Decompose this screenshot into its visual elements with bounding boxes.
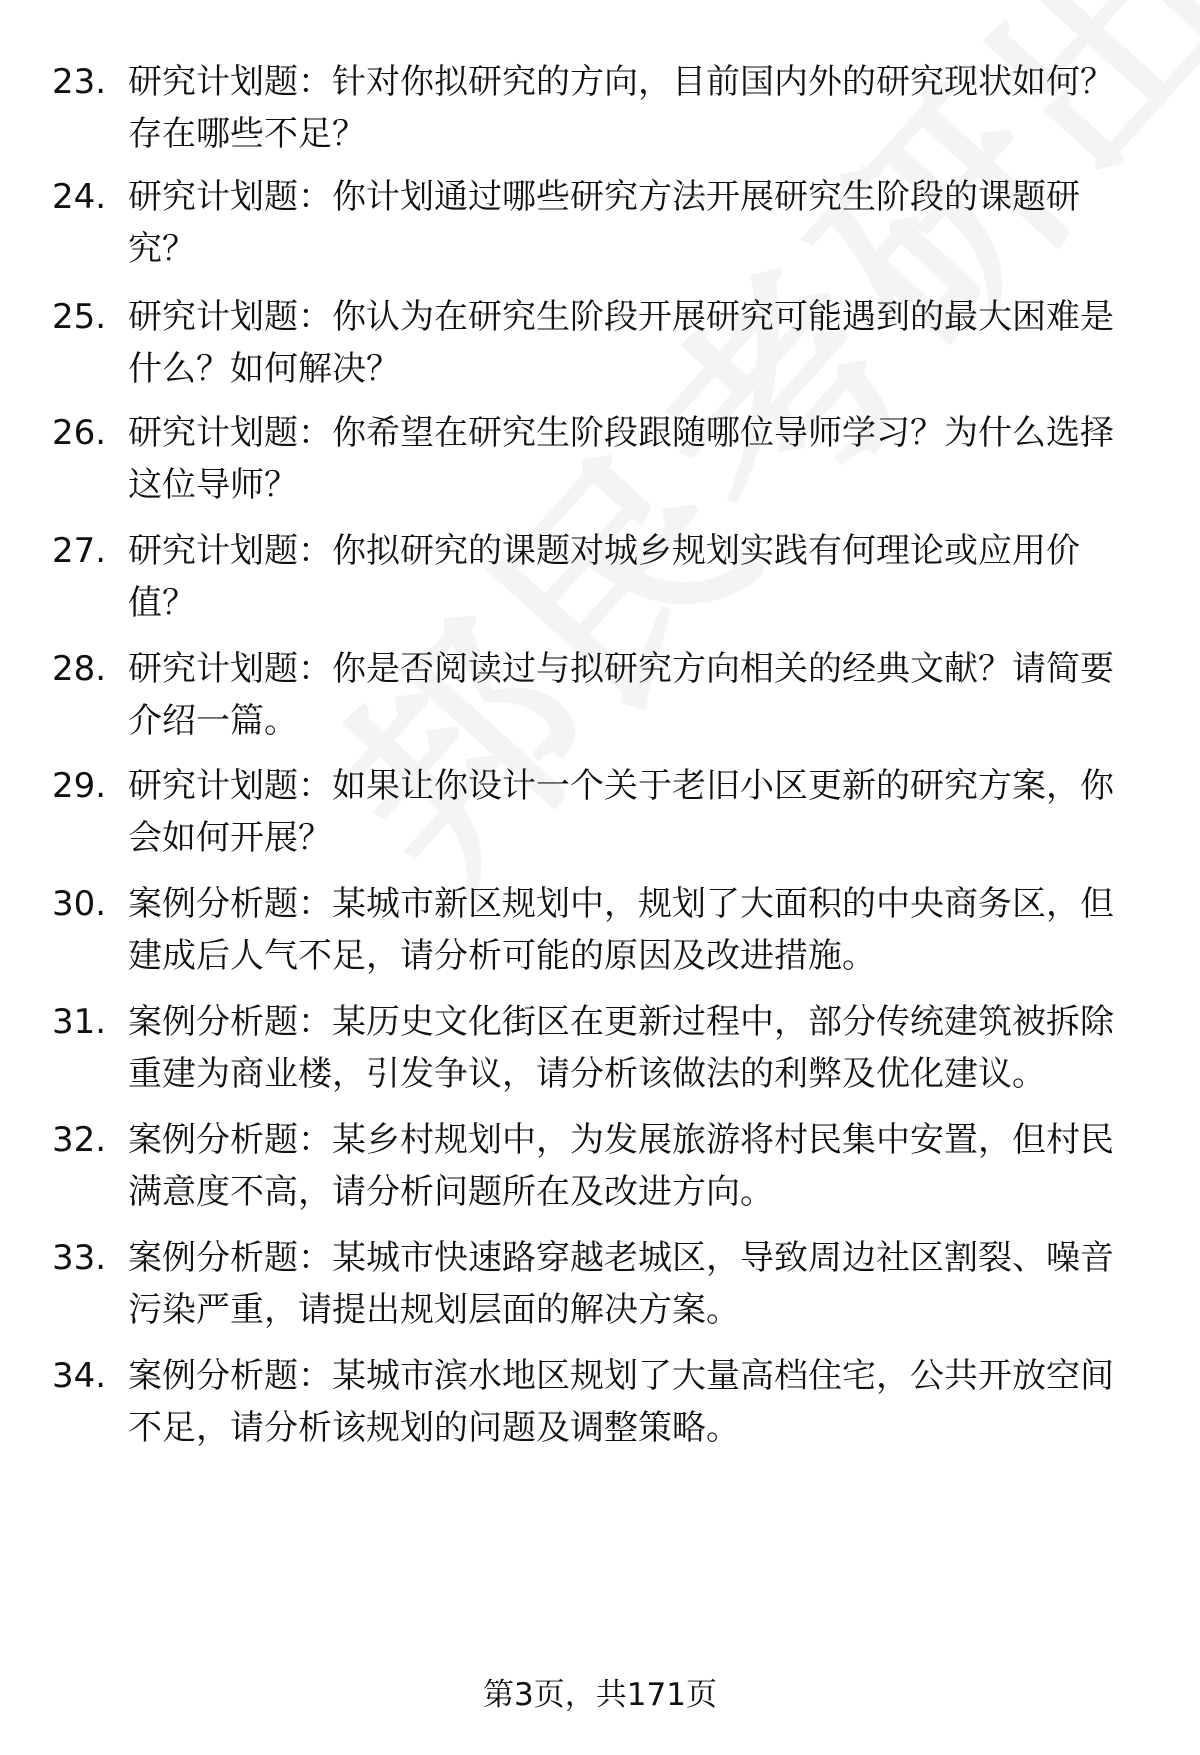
question-item [52,291,1152,395]
question-number: 30. [52,884,107,924]
question-number: 28. [52,649,107,689]
question-item [52,1114,1152,1218]
question-number: 27. [52,531,107,571]
question-item [52,878,1152,982]
question-item [52,996,1152,1100]
question-text: 研究计划题：针对你拟研究的方向，目前国内外的研究现状如何？存在哪些不足？ [128,62,1114,154]
question-item [52,1350,1152,1454]
question-number: 24. [52,177,107,217]
question-item [52,760,1152,864]
question-text: 研究计划题：你希望在研究生阶段跟随哪位导师学习？为什么选择这位导师？ [128,413,1114,505]
question-text: 研究计划题：你认为在研究生阶段开展研究可能遇到的最大困难是什么？如何解决？ [128,297,1114,389]
question-item [52,525,1152,629]
question-number: 32. [52,1120,107,1160]
question-item [52,643,1152,747]
question-text: 研究计划题：你拟研究的课题对城乡规划实践有何理论或应用价值？ [128,531,1080,623]
question-item [52,56,1152,160]
question-number: 23. [52,62,107,102]
question-text: 案例分析题：某历史文化街区在更新过程中，部分传统建筑被拆除重建为商业楼，引发争议，请分析该做法的利弊及优化建议。 [128,1002,1114,1094]
question-item [52,407,1152,511]
question-text: 研究计划题：如果让你设计一个关于老旧小区更新的研究方案，你会如何开展？ [128,766,1114,858]
question-text: 研究计划题：你是否阅读过与拟研究方向相关的经典文献？请简要介绍一篇。 [128,649,1114,741]
question-item [52,1232,1152,1336]
question-text: 研究计划题：你计划通过哪些研究方法开展研究生阶段的课题研究？ [128,177,1080,269]
question-number: 26. [52,413,107,453]
question-text: 案例分析题：某城市滨水地区规划了大量高档住宅，公共开放空间不足，请分析该规划的问题及调整策略。 [128,1356,1114,1448]
question-text: 案例分析题：某城市快速路穿越老城区，导致周边社区割裂、噪音污染严重，请提出规划层面的解决方案。 [128,1238,1114,1330]
question-number: 29. [52,766,107,806]
question-item [52,171,1152,275]
question-number: 34. [52,1356,107,1396]
question-number: 31. [52,1002,107,1042]
question-text: 案例分析题：某城市新区规划中，规划了大面积的中央商务区，但建成后人气不足，请分析可能的原因及改进措施。 [128,884,1114,976]
question-text: 案例分析题：某乡村规划中，为发展旅游将村民集中安置，但村民满意度不高，请分析问题所在及改进方向。 [128,1120,1114,1212]
question-number: 33. [52,1238,107,1278]
page-footer: 第3页，共171页 [483,1677,717,1713]
question-number: 25. [52,297,107,337]
